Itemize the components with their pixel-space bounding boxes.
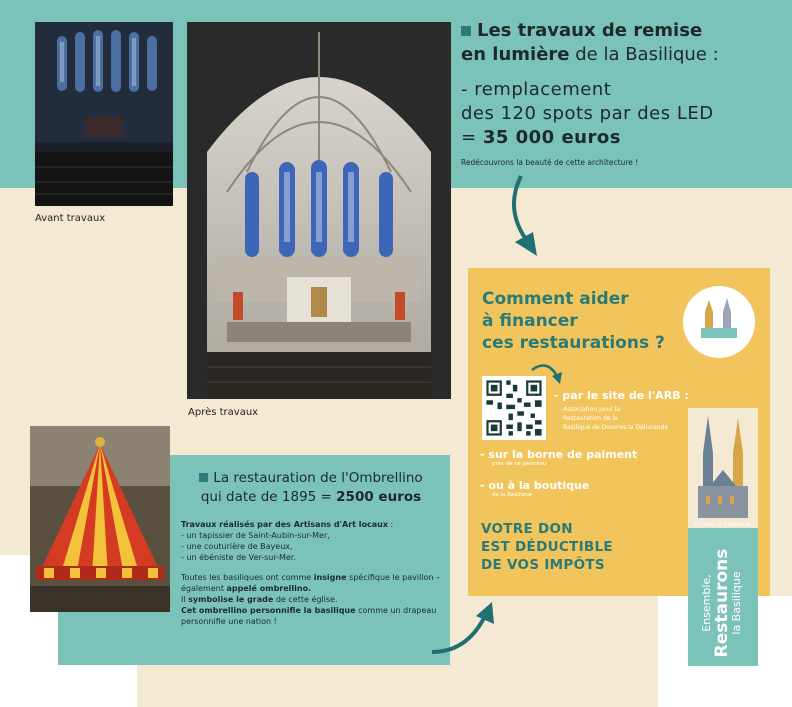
photo-after-works — [187, 22, 451, 399]
help-title: Comment aider à financer ces restaurations ? — [482, 289, 665, 353]
title-line-1: Les travaux de remise — [461, 20, 781, 42]
title-line-2: en lumière de la Basilique : — [461, 44, 719, 65]
works-title-block — [461, 20, 781, 167]
caption-before: Avant travaux — [35, 213, 106, 224]
square-bullet-icon — [199, 473, 208, 482]
arb-logo — [683, 286, 755, 358]
option-payment-terminal: - sur la borne de paiment près de ce panneau — [480, 448, 638, 467]
photo-ombrellino — [30, 426, 170, 612]
basilica-logo-icon — [683, 286, 755, 358]
caption-after: Après travaux — [188, 407, 259, 418]
restaurons-banner — [688, 408, 758, 666]
banner-slogan: Ensemble, Restaurons la Basilique — [700, 548, 743, 658]
square-bullet-icon — [461, 26, 471, 36]
arb-full-name: Association pour la Restauration de la Basilique de Douvres la Délivrande — [563, 406, 669, 431]
photo-before-works — [35, 22, 173, 206]
banner-town: Douvres-la-Délivrande — [695, 522, 751, 528]
basilica-towers-icon — [688, 408, 758, 528]
tax-deductible-notice: VOTRE DON EST DÉDUCTIBLE DE VOS IMPÔTS — [481, 521, 613, 573]
cost-line-3: = 35 000 euros — [461, 127, 621, 148]
cost-line-1: - remplacement — [461, 79, 612, 100]
cost-line-2: des 120 spots par des LED — [461, 103, 714, 124]
ombrellino-description: Travaux réalisés par des Artisans d'Art locaux : - un tapissier de Saint-Aubin-sur-Mer, - une couturière de Bayeux, - un ébéniste de Ver-sur-Mer. Toutes les basiliques ont comme insigne spécifique le pavillon – également appelé ombrellino. Il symbolise le grade de cette église. Cet ombrellino personnifie la basilique comme un drapeau personnifie une nation ! — [181, 520, 441, 626]
tagline: Redécouvrons la beauté de cette architecture ! — [461, 158, 639, 167]
ombrellino-title: La restauration de l'Ombrellino qui date de 1895 = 2500 euros — [200, 470, 423, 505]
curved-arrow-icon — [428, 596, 500, 658]
small-arrow-icon — [528, 360, 568, 390]
option-shop: - ou à la boutique de la Basilique — [480, 479, 590, 498]
option-arb-website[interactable]: - par le site de l'ARB : — [554, 389, 689, 402]
curved-arrow-icon — [495, 172, 545, 264]
